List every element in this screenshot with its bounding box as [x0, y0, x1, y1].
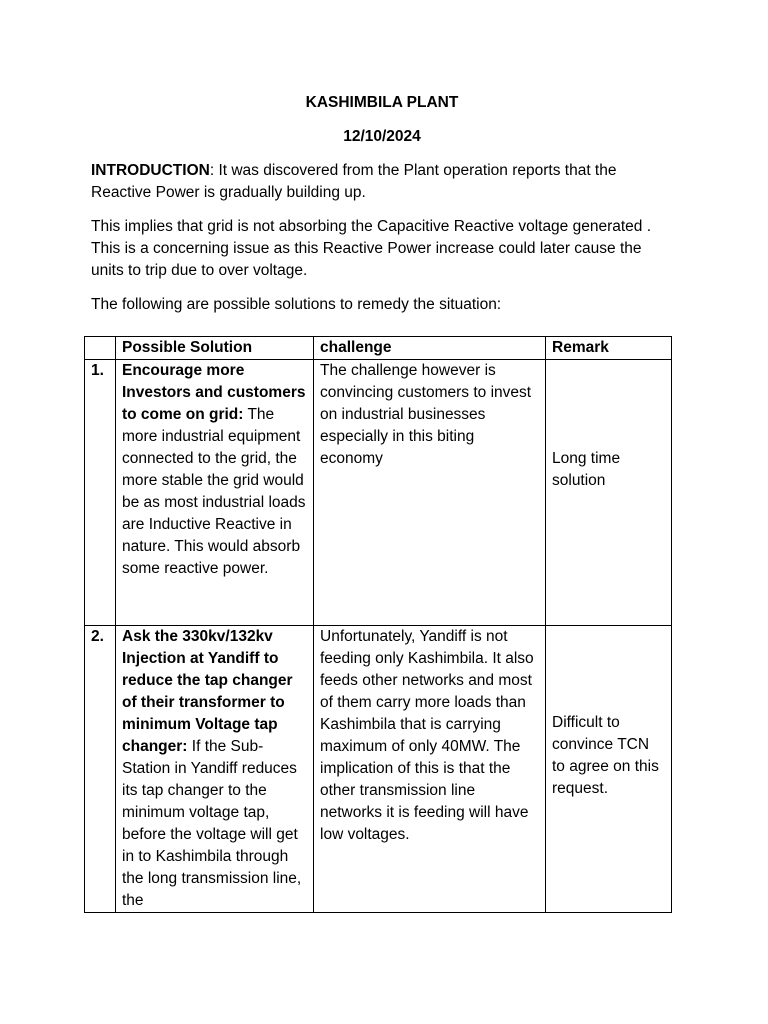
- header-possible-solution: Possible Solution: [116, 337, 314, 360]
- solution-text: The more industrial equipment connected to the grid, the more stable the grid would be as most industrial loads are Inductive Reactive in nature. This would absorb some reactive power.: [122, 406, 306, 577]
- document-title: KASHIMBILA PLANT: [305, 94, 459, 111]
- solution-lead: Encourage more Investors and customers to come on grid:: [122, 362, 306, 423]
- document-date: 12/10/2024: [343, 128, 421, 145]
- header-remark: Remark: [546, 337, 672, 360]
- challenge-cell: The challenge however is convincing customers to invest on industrial businesses especially in this biting economy: [314, 360, 546, 626]
- remark-cell: Difficult to convince TCN to agree on this request.: [546, 626, 672, 913]
- introduction-text: : It was discovered from the Plant operation reports that the Reactive Power is gradually building up.: [91, 162, 617, 201]
- table-row: [85, 360, 672, 626]
- implication-paragraph: This implies that grid is not absorbing the Capacitive Reactive voltage generated . This is a concerning issue as this Reactive Power increase could later cause the units to trip due to over voltage.: [91, 218, 652, 279]
- table-row: [85, 626, 672, 913]
- row-number: 1.: [85, 360, 116, 626]
- challenge-cell: Unfortunately, Yandiff is not feeding only Kashimbila. It also feeds other networks and most of them carry more loads than Kashimbila that is carrying maximum of only 40MW. The implication of this is that the other transmission line networks it is feeding will have low voltages.: [314, 626, 546, 913]
- remark-cell: Long time solution: [546, 360, 672, 626]
- solution-cell: [116, 626, 314, 913]
- solutions-intro-paragraph: The following are possible solutions to remedy the situation:: [91, 296, 502, 313]
- document-page: [91, 92, 673, 316]
- header-number: [85, 337, 116, 360]
- solution-text: If the Sub-Station in Yandiff reduces its tap changer to the minimum voltage tap, before the voltage will get in to Kashimbila through the long transmission line, the: [122, 738, 302, 909]
- row-number: 2.: [85, 626, 116, 913]
- introduction-paragraph: [91, 160, 673, 204]
- solution-cell: [116, 360, 314, 626]
- table-header-row: [85, 337, 672, 360]
- solutions-table: [84, 336, 672, 913]
- solution-lead: Ask the 330kv/132kv Injection at Yandiff to reduce the tap changer of their transformer to minimum Voltage tap changer:: [122, 628, 293, 755]
- header-challenge: challenge: [314, 337, 546, 360]
- introduction-label: INTRODUCTION: [91, 162, 210, 179]
